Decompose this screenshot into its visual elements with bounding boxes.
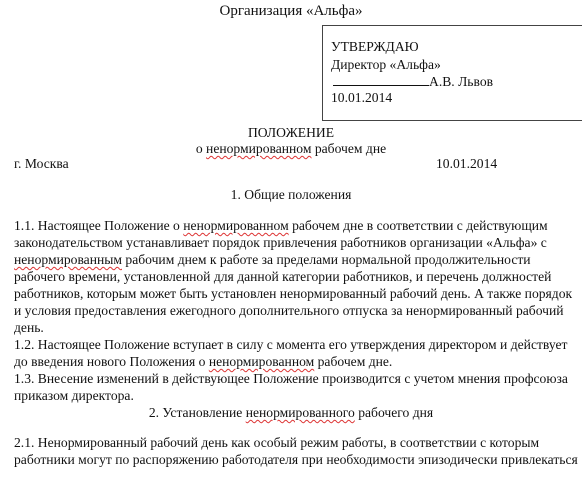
paragraph-line: работников, которым может быть установлен ненормированный рабочий день. А также порядок [14, 286, 573, 301]
document-title: ПОЛОЖЕНИЕ [247, 125, 335, 140]
approval-position: Директор «Альфа» [331, 57, 441, 72]
paragraph-line: 1.1. Настоящее Положение о ненормированном рабочем дне в соответствии с действующим [14, 218, 548, 233]
approval-signature-row [331, 73, 493, 90]
approval-block [322, 25, 582, 121]
document-subtitle: о ненормированном рабочем дне [195, 141, 387, 156]
spellcheck-flagged-word: ненормированного [245, 405, 355, 420]
paragraph-line: 1.3. Внесение изменений в действующее Положение производится с учетом мнения профсоюза [14, 371, 568, 386]
section-heading: 2. Установление ненормированного рабочего дня [148, 405, 434, 420]
organization-title: Организация «Альфа» [219, 3, 363, 19]
spellcheck-flagged-word: ненормированном [183, 218, 289, 233]
paragraph-line: ненормированным рабочим днем к работе за пределами нормальной продолжительности [14, 252, 531, 267]
spellcheck-flagged-word: ненормированном [206, 141, 312, 156]
document-date: 10.01.2014 [436, 156, 498, 171]
paragraph-line: законодательством устанавливает порядок привлечения работников организации «Альфа» с [14, 235, 547, 250]
spellcheck-flagged-word: ненормированном [208, 354, 315, 369]
paragraph-line: день. [14, 320, 44, 335]
paragraph-line: работники могут по распоряжению работодателя при необходимости эпизодически привлекаться [14, 452, 578, 467]
paragraph-line: приказом директора. [14, 388, 134, 403]
paragraph-line: рабочего времени, установленной для данной категории работников, и перечень должностей [14, 269, 552, 284]
approval-heading: УТВЕРЖДАЮ [331, 39, 419, 54]
section-heading: 1. Общие положения [230, 187, 352, 202]
signature-line [333, 73, 429, 86]
paragraph-line: 1.2. Настоящее Положение вступает в силу с момента его утверждения директором и действует [14, 337, 568, 352]
document-city: г. Москва [14, 156, 69, 171]
paragraph-line: 2.1. Ненормированный рабочий день как особый режим работы, в соответствии с которым [14, 435, 540, 450]
approval-signatory: А.В. Львов [429, 74, 494, 89]
paragraph-line: до введения нового Положения о ненормированном рабочем дне. [14, 354, 393, 369]
paragraph-line: и условия предоставления ежегодного дополнительного отпуска за ненормированный рабочий [14, 303, 564, 318]
approval-date: 10.01.2014 [331, 90, 393, 105]
spellcheck-flagged-word: ненормированным [14, 252, 122, 267]
